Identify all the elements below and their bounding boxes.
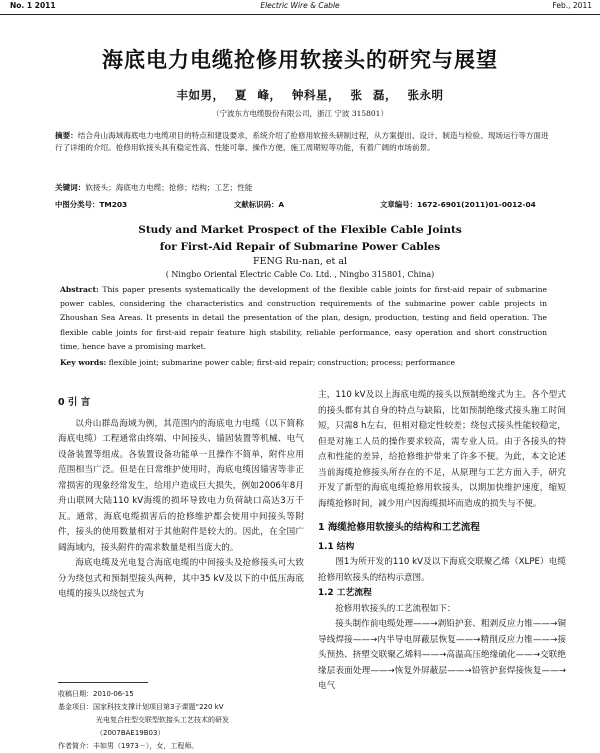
- body-right-column: [318, 388, 566, 695]
- section-heading: 0 引 言: [58, 397, 91, 408]
- classification-number: 中图分类号：TM203: [55, 200, 128, 209]
- article-number: 文章编号：1672-6901(2011)01-0012-04: [380, 200, 536, 209]
- chinese-abstract: [55, 130, 553, 178]
- paragraph: 以舟山群岛海域为例，其范围内的海底电力电缆（以下简称海底电缆）工程通常由终端、中间接头、锚固装置等机械、电气设备装置等组成。各装置设备功能单一且操作不简单，附件应用范围相当广泛。但是在日常维护使用时，海底电缆因锚害等非正常损害的现象经常发生，给用户造成巨大损失，例如2006年8月舟山联网大陆110 kV海缆的损坏导致电力负荷缺口高达3万千瓦。通常，海底电缆损害后的抢修维护都会使用中间接头等附件，接头的使用数量相对于其他附件是较大的。因此，在全国广阔海域内，接头附件的需求数量是相当庞大的。: [58, 418, 304, 553]
- journal-name: Electric Wire & Cable: [260, 1, 340, 10]
- chinese-keywords: [55, 182, 553, 194]
- keywords-text: 软接头；海底电力电缆；抢修；结构；工艺；性能: [85, 183, 253, 192]
- footnote: [58, 688, 308, 753]
- english-affiliation: ( Ningbo Oriental Electric Cable Co. Ltd. , Ningbo 315801, China): [165, 270, 435, 279]
- english-authors: FENG Ru-nan, et al: [252, 256, 348, 267]
- abstract-label: 摘要：: [55, 131, 78, 140]
- english-abstract: [60, 283, 547, 354]
- english-abstract-label: Abstract:: [60, 285, 99, 294]
- affiliation: （宁波东方电缆股份有限公司，浙江 宁波 315801）: [212, 109, 388, 118]
- issue-date: Feb., 2011: [552, 1, 592, 10]
- author-bio: 作者简介：丰如男（1973－），女，工程师。: [58, 742, 199, 750]
- english-keywords-label: Key words:: [60, 358, 107, 367]
- abstract-text: 结合舟山海域海底电力电缆项目的特点和建设要求，系统介绍了抢修用软接头研制过程，从方案提出、设计、制造与检验、现场运行等方面进行了详细的介绍。抢修用软接头具有稳定性高、性能可靠、操作方便、施工周期短等功能，有着广阔的市场前景。: [55, 131, 549, 152]
- english-abstract-text: This paper presents systematically the development of the flexible cable joints for first-aid repair of submarine power cables, considering the characteristics and construction requirements of the submarine power cable projects in Zhoushan Sea Areas. It presents in detail the presentation of the plan, design, production, testing and field operation. The flexible cable joints for first-aid repair feature high stability, reliable performance, easy operation and short construction time, hence have a promising market.: [60, 285, 547, 351]
- paper-title: 海底电力电缆抢修用软接头的研究与展望: [102, 48, 498, 72]
- issue-info: No. 1 2011: [10, 1, 56, 10]
- process-flow-paragraph: 接头制作前电缆处理——→剥铅护套、粗剥反应力锥——→铜导线焊接——→内半导电屏蔽层恢复——→精削反应力锥——→接头预热、挤塑交联聚乙烯料——→高温高压绝缘硫化——→交联绝缘层表面处理——→恢复外屏蔽层——→铅管护套焊接恢复——→电气: [318, 619, 566, 691]
- running-header: [0, 0, 600, 15]
- subsection-heading: 1.2 工艺流程: [318, 588, 372, 598]
- received-date: 收稿日期：2010-06-15: [58, 690, 134, 698]
- fund-project-cont: （2007BAE19B03）: [96, 729, 165, 737]
- english-keywords: [60, 358, 555, 367]
- keywords-label: 关键词：: [55, 183, 86, 192]
- body-left-column: [58, 395, 304, 603]
- subsection-heading: 1.1 结构: [318, 541, 355, 552]
- fund-project: 基金项目：国家科技支撑计划项目第3子课题“220 kV: [58, 703, 224, 711]
- paragraph: 主，110 kV及以上海底电缆的接头以预制绝缘式为主。各个型式的接头都有其自身的特点与缺陷，比如预制绝缘式接头施工时间短，只需8 h左右，但相对稳定性较差；绕包式接头性能较稳定，但是对施工人员的操作要求较高，需专业人员。由于各接头的特点和性能的差异，给抢修维护带来了许多不便。为此，本文论述当前海缆抢修接头所存在的不足，从原理与工艺方面入手，研究开发了新型的海底电缆抢修用软接头，以期加快维护速度，缩短海缆抢修时间，减少用户因海缆损坏而造成的损失与不便。: [318, 390, 566, 509]
- english-title-line: Study and Market Prospect of the Flexible Cable Joints: [138, 224, 462, 236]
- paragraph: 海底电缆及光电复合海底电缆的中间接头及抢修接头可大致分为绕包式和预制型接头两种，其中35 kV及以下的中低压海底电缆的接头以绕包式为: [58, 558, 304, 599]
- english-title: [0, 222, 600, 255]
- paragraph: 抢修用软接头的工艺流程如下：: [335, 603, 456, 614]
- english-title-line: for First-Aid Repair of Submarine Power Cables: [159, 240, 441, 253]
- english-keywords-text: flexible joint; submarine power cable; first-aid repair; construction; process; performance: [106, 358, 455, 367]
- author-list: 丰如男， 夏 峰， 钟科星， 张 磊， 张永明: [176, 88, 444, 102]
- section-heading: 1 海缆抢修用软接头的结构和工艺流程: [318, 522, 480, 533]
- document-code: 文献标识码：A: [234, 200, 285, 209]
- paragraph: 图1为所开发的110 kV及以下海底交联聚乙烯（XLPE）电缆抢修用软接头的结构示意图。: [318, 557, 566, 583]
- footnote-rule: [58, 682, 148, 683]
- fund-project-cont: 光电复合柱型交联型软接头工艺技术的研发: [96, 716, 229, 724]
